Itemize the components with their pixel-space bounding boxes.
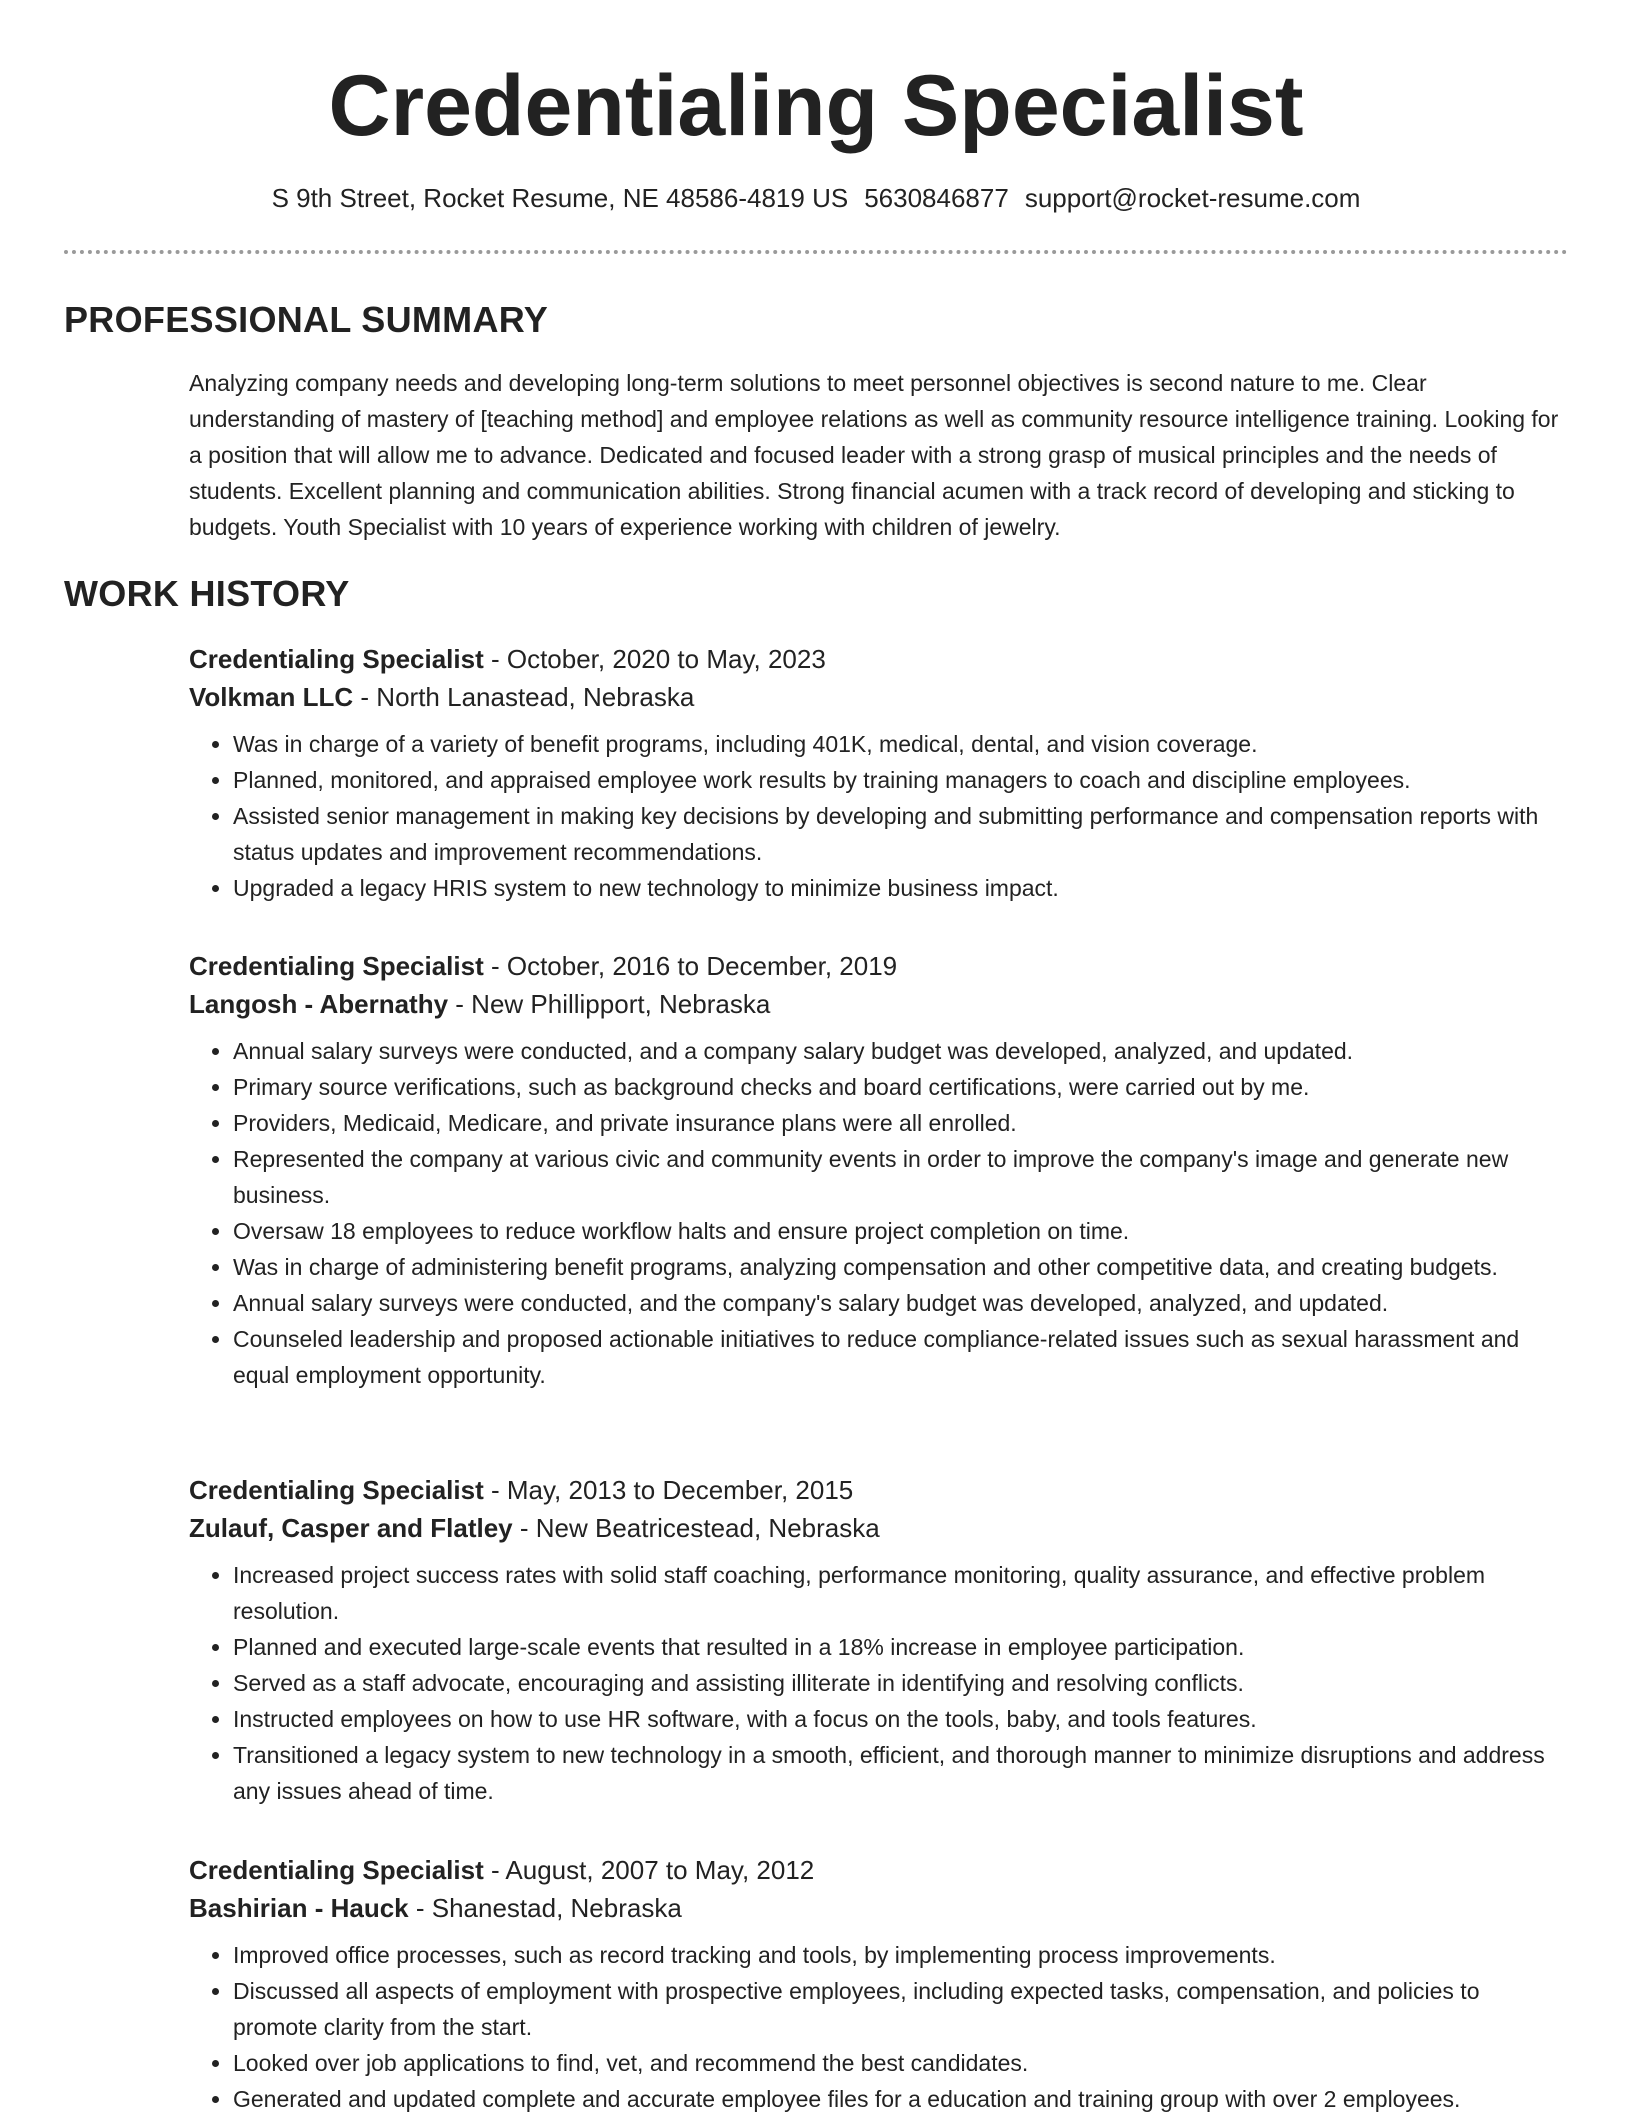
- job-location: - Shanestad, Nebraska: [408, 1893, 682, 1923]
- job-title-line: [189, 1471, 1569, 1509]
- bullet-item: • Was in charge of administering benefit programs, analyzing compensation and other competitive data, and creating budgets.: [233, 1249, 1569, 1285]
- job-dates: - May, 2013 to December, 2015: [483, 1475, 854, 1505]
- job-role: Credentialing Specialist: [189, 951, 484, 981]
- job-company-line: [189, 1889, 1569, 1927]
- bullet-item: • Served as a staff advocate, encouraging and assisting illiterate in identifying and resolving conflicts.: [233, 1665, 1569, 1701]
- bullet-item: • Upgraded a legacy HRIS system to new technology to minimize business impact.: [233, 870, 1569, 906]
- bullet-item: • Planned, monitored, and appraised employee work results by training managers to coach and discipline employees.: [233, 762, 1569, 798]
- job-dates: - October, 2016 to December, 2019: [483, 951, 898, 981]
- job-entry: [189, 947, 1569, 1393]
- bullet-item: • Generated and updated complete and accurate employee files for a education and training group with over 2 employees.: [233, 2081, 1569, 2117]
- job-entry: [189, 640, 1569, 906]
- job-bullets: [189, 726, 1569, 906]
- bullet-item: • Increased project success rates with solid staff coaching, performance monitoring, quality assurance, and effective problem resolution.: [233, 1557, 1569, 1629]
- contact-email: support@rocket-resume.com: [1024, 183, 1361, 213]
- bullet-item: • Discussed all aspects of employment with prospective employees, including expected tasks, compensation, and policies to promote clarity from the start.: [233, 1973, 1569, 2045]
- work-history-heading: WORK HISTORY: [64, 573, 350, 614]
- contact-line: [64, 180, 1568, 216]
- bullet-item: • Looked over job applications to find, vet, and recommend the best candidates.: [233, 2045, 1569, 2081]
- bullet-item: • Oversaw 18 employees to reduce workflow halts and ensure project completion on time.: [233, 1213, 1569, 1249]
- job-bullets: [189, 1937, 1569, 2117]
- job-location: - New Beatricestead, Nebraska: [512, 1513, 880, 1543]
- job-bullets: [189, 1557, 1569, 1809]
- job-entry: [189, 1471, 1569, 1809]
- job-location: - New Phillipport, Nebraska: [448, 989, 771, 1019]
- bullet-item: • Annual salary surveys were conducted, and a company salary budget was developed, analyzed, and updated.: [233, 1033, 1569, 1069]
- resume-name: Credentialing Specialist: [328, 58, 1304, 154]
- bullet-item: • Providers, Medicaid, Medicare, and private insurance plans were all enrolled.: [233, 1105, 1569, 1141]
- contact-phone: 5630846877: [864, 183, 1009, 213]
- job-company: Langosh - Abernathy: [189, 989, 449, 1019]
- job-bullets: [189, 1033, 1569, 1393]
- job-company-line: [189, 1509, 1569, 1547]
- bullet-item: • Assisted senior management in making key decisions by developing and submitting performance and compensation reports with status updates and improvement recommendations.: [233, 798, 1569, 870]
- job-title-line: [189, 640, 1569, 678]
- bullet-item: • Was in charge of a variety of benefit programs, including 401K, medical, dental, and vision coverage.: [233, 726, 1569, 762]
- job-entry: [189, 1851, 1569, 2117]
- job-company: Zulauf, Casper and Flatley: [189, 1513, 513, 1543]
- job-company: Bashirian - Hauck: [189, 1893, 409, 1923]
- job-location: - North Lanastead, Nebraska: [353, 682, 695, 712]
- job-company-line: [189, 678, 1569, 716]
- job-company: Volkman LLC: [189, 682, 354, 712]
- summary-text: Analyzing company needs and developing long-term solutions to meet personnel objectives is second nature to me. Clear understanding of mastery of [teaching method] and employee relations as well as community resource intelligence training. Looking for a position that will allow me to advance. Dedicated and focused leader with a strong grasp of musical principles and the needs of students. Excellent planning and communication abilities. Strong financial acumen with a track record of developing and sticking to budgets. Youth Specialist with 10 years of experience working with children of jewelry.: [189, 370, 1559, 540]
- job-dates: - October, 2020 to May, 2023: [483, 644, 826, 674]
- job-company-line: [189, 985, 1569, 1023]
- job-role: Credentialing Specialist: [189, 644, 484, 674]
- header-divider: [64, 250, 1568, 254]
- bullet-item: • Planned and executed large-scale events that resulted in a 18% increase in employee participation.: [233, 1629, 1569, 1665]
- bullet-item: • Counseled leadership and proposed actionable initiatives to reduce compliance-related issues such as sexual harassment and equal employment opportunity.: [233, 1321, 1569, 1393]
- bullet-item: • Annual salary surveys were conducted, and the company's salary budget was developed, analyzed, and updated.: [233, 1285, 1569, 1321]
- job-role: Credentialing Specialist: [189, 1475, 484, 1505]
- job-title-line: [189, 1851, 1569, 1889]
- job-title-line: [189, 947, 1569, 985]
- contact-address: S 9th Street, Rocket Resume, NE 48586-4819 US: [271, 183, 849, 213]
- bullet-item: • Improved office processes, such as record tracking and tools, by implementing process improvements.: [233, 1937, 1569, 1973]
- bullet-item: • Primary source verifications, such as background checks and board certifications, were carried out by me.: [233, 1069, 1569, 1105]
- job-role: Credentialing Specialist: [189, 1855, 484, 1885]
- summary-heading: PROFESSIONAL SUMMARY: [64, 299, 549, 340]
- job-dates: - August, 2007 to May, 2012: [483, 1855, 815, 1885]
- bullet-item: • Represented the company at various civic and community events in order to improve the company's image and generate new business.: [233, 1141, 1569, 1213]
- bullet-item: • Transitioned a legacy system to new technology in a smooth, efficient, and thorough manner to minimize disruptions and address any issues ahead of time.: [233, 1737, 1569, 1809]
- bullet-item: • Instructed employees on how to use HR software, with a focus on the tools, baby, and tools features.: [233, 1701, 1569, 1737]
